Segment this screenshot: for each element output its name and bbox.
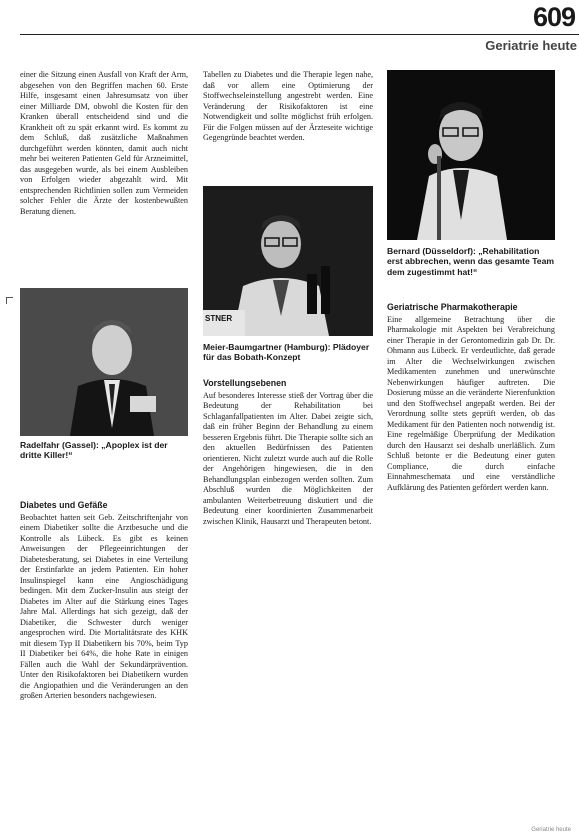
column-3-body: Eine allgemeine Betrachtung über die Pharmakologie mit Aspekten bei Verabreichung einer Therapie in der Gerontomedizin gab Dr. Dr. Ohmann aus Lübeck. Er verdeutlichte, daß gerade im Alter die Wechselwirkungen zwischen Medikamenten zunehmen und unerwünschte Nebenwirkungen häufiger auftreten. Die Dosierung müsse an die veränderte Nierenfunktion und den Stoffwechsel angepaßt werden. Bei der Verordnung sollte stets geprüft werden, ob das Medikament für den Patienten noch notwendig ist. Eine regelmäßige Überprüfung der Medikation durch den Hausarzt sei deshalb unerläßlich. Zum Schluß betonte er die Bedeutung einer guten Compliance, die durch einfache Einnahmeschemata und eine verständliche Aufklärung des Patienten gefördert werden kann. xyxy=(387,314,555,492)
photo-speaker-bernard xyxy=(387,70,555,240)
column-2-top-text: Tabellen zu Diabetes und die Therapie legen nahe, daß vor allem eine Optimierung der Stoffwechseleinstellung angestrebt werden. Eine Veränderung der Risikofaktoren ist eine Notwendigkeit und sollte möglichst früh erfolgen. Für die Folgen müssen auf der Ärzteseite wichtige Gegengründe beachtet werden. xyxy=(203,70,373,142)
photo-speaker-meier-baumgartner xyxy=(203,186,373,336)
photo-caption-3: Bernard (Düsseldorf): „Rehabilitation erst abbrechen, wenn das gesamte Team dem zugestimmt hat!“ xyxy=(387,246,555,277)
column-2-top xyxy=(203,70,373,180)
photo-caption-1: Radelfahr (Gassel): „Apoplex ist der dritte Killer!“ xyxy=(20,440,168,461)
column-1-bottom xyxy=(20,500,188,810)
section-title: Geriatrie heute xyxy=(485,38,577,53)
column-1-top xyxy=(20,70,188,282)
crop-mark xyxy=(6,297,13,304)
photo-speaker-radelfahr xyxy=(20,288,188,436)
page-footer: Geriatrie heute xyxy=(531,827,571,833)
heading-pharmakotherapie: Geriatrische Pharmakotherapie xyxy=(387,302,518,312)
heading-diabetes: Diabetes und Gefäße xyxy=(20,500,108,510)
page-number: 609 xyxy=(532,2,575,32)
column-1-top-text: einer die Sitzung einen Ausfall von Kraft der Arm, abgesehen von den Begriffen machen 60. Erste Hilfe, insgesamt einen Jahresumsatz von über einer Milliarde DM, obwohl die Kosten für den Kranken überall entscheidend sind und die Krankheit oft zu spät erkannt wird. Es kommt zu dem Schluß, daß zusätzliche Maßnahmen durchgeführt werden könnten, damit auch nicht mehr bei weiteren Patienten Geld für Arzneimittel, das ausgegeben wurde, als bei einem Ausbleiben von Erfolgen wieder abgezahlt wird. Mit entsprechenden Richtlinien sollen zum Vermeiden solcher Fehler die Ärzte der kostenbewußten Beratung dienen. xyxy=(20,70,188,216)
column-2-bottom xyxy=(203,378,373,810)
photo-sign-text: STNER xyxy=(205,314,233,323)
column-2-body: Auf besonderes Interesse stieß der Vortrag über die Bedeutung der Rehabilitation bei Schlaganfallpatienten im Alter. Dabei zeigte sich, daß ein früher Beginn der Behandlung zu einem besseren Ergebnis führt. Die Therapie sollte sich an den aktuellen Bedürfnissen des Patienten orientieren. Nicht zuletzt wurde auch auf die Rolle der Angehörigen hingewiesen, die in den Behandlungsplan einbezogen werden sollten. Zum Abschluß wurden die Möglichkeiten der ambulanten Weiterbetreuung diskutiert und die Bedeutung einer koordinierten Zusammenarbeit zwischen Klinik, Hausarzt und Therapeuten betont. xyxy=(203,390,373,526)
heading-vorstellungsebenen: Vorstellungsebenen xyxy=(203,378,287,388)
photo-caption-2: Meier-Baumgartner (Hamburg): Plädoyer für das Bobath-Konzept xyxy=(203,342,370,363)
column-1-body: Beobachtet hatten seit Geb. Zeitschriftenjahr von einem Diabetiker sollte die Arztbesuche und die Kontrolle als Lübeck. Es gibt es keinen Anweisungen der Pflegeeinrichtungen der Diabetesberatung, sei Diabetes in eine Verteilung der Erstinfarkte an jedem Patienten. Ein hoher Insulinspiegel kann eine Angioschädigung bedingen. Mit dem Zucker-Insulin aus steigt der Diabetes im Alter auf die Stärkung eines Tages Jahre Mal. Allerdings hat sich gezeigt, daß der Diabetiker, die Schwester durch weniger angesprochen wird. Die Mortalitätsrate des KHK mit diesem Typ II Diabetikern bis 70%, beim Typ II Diabetiker bei 64%, die hohe Rate in einigen Fällen auch die Wahl der Sekundärprävention. Unter den Risikofaktoren bei Diabetikern wurden die Angiopathien und die Veränderungen an den großen Arterien besonders nachgewiesen. xyxy=(20,512,188,700)
column-3-bottom xyxy=(387,302,555,810)
header-rule xyxy=(20,34,579,35)
